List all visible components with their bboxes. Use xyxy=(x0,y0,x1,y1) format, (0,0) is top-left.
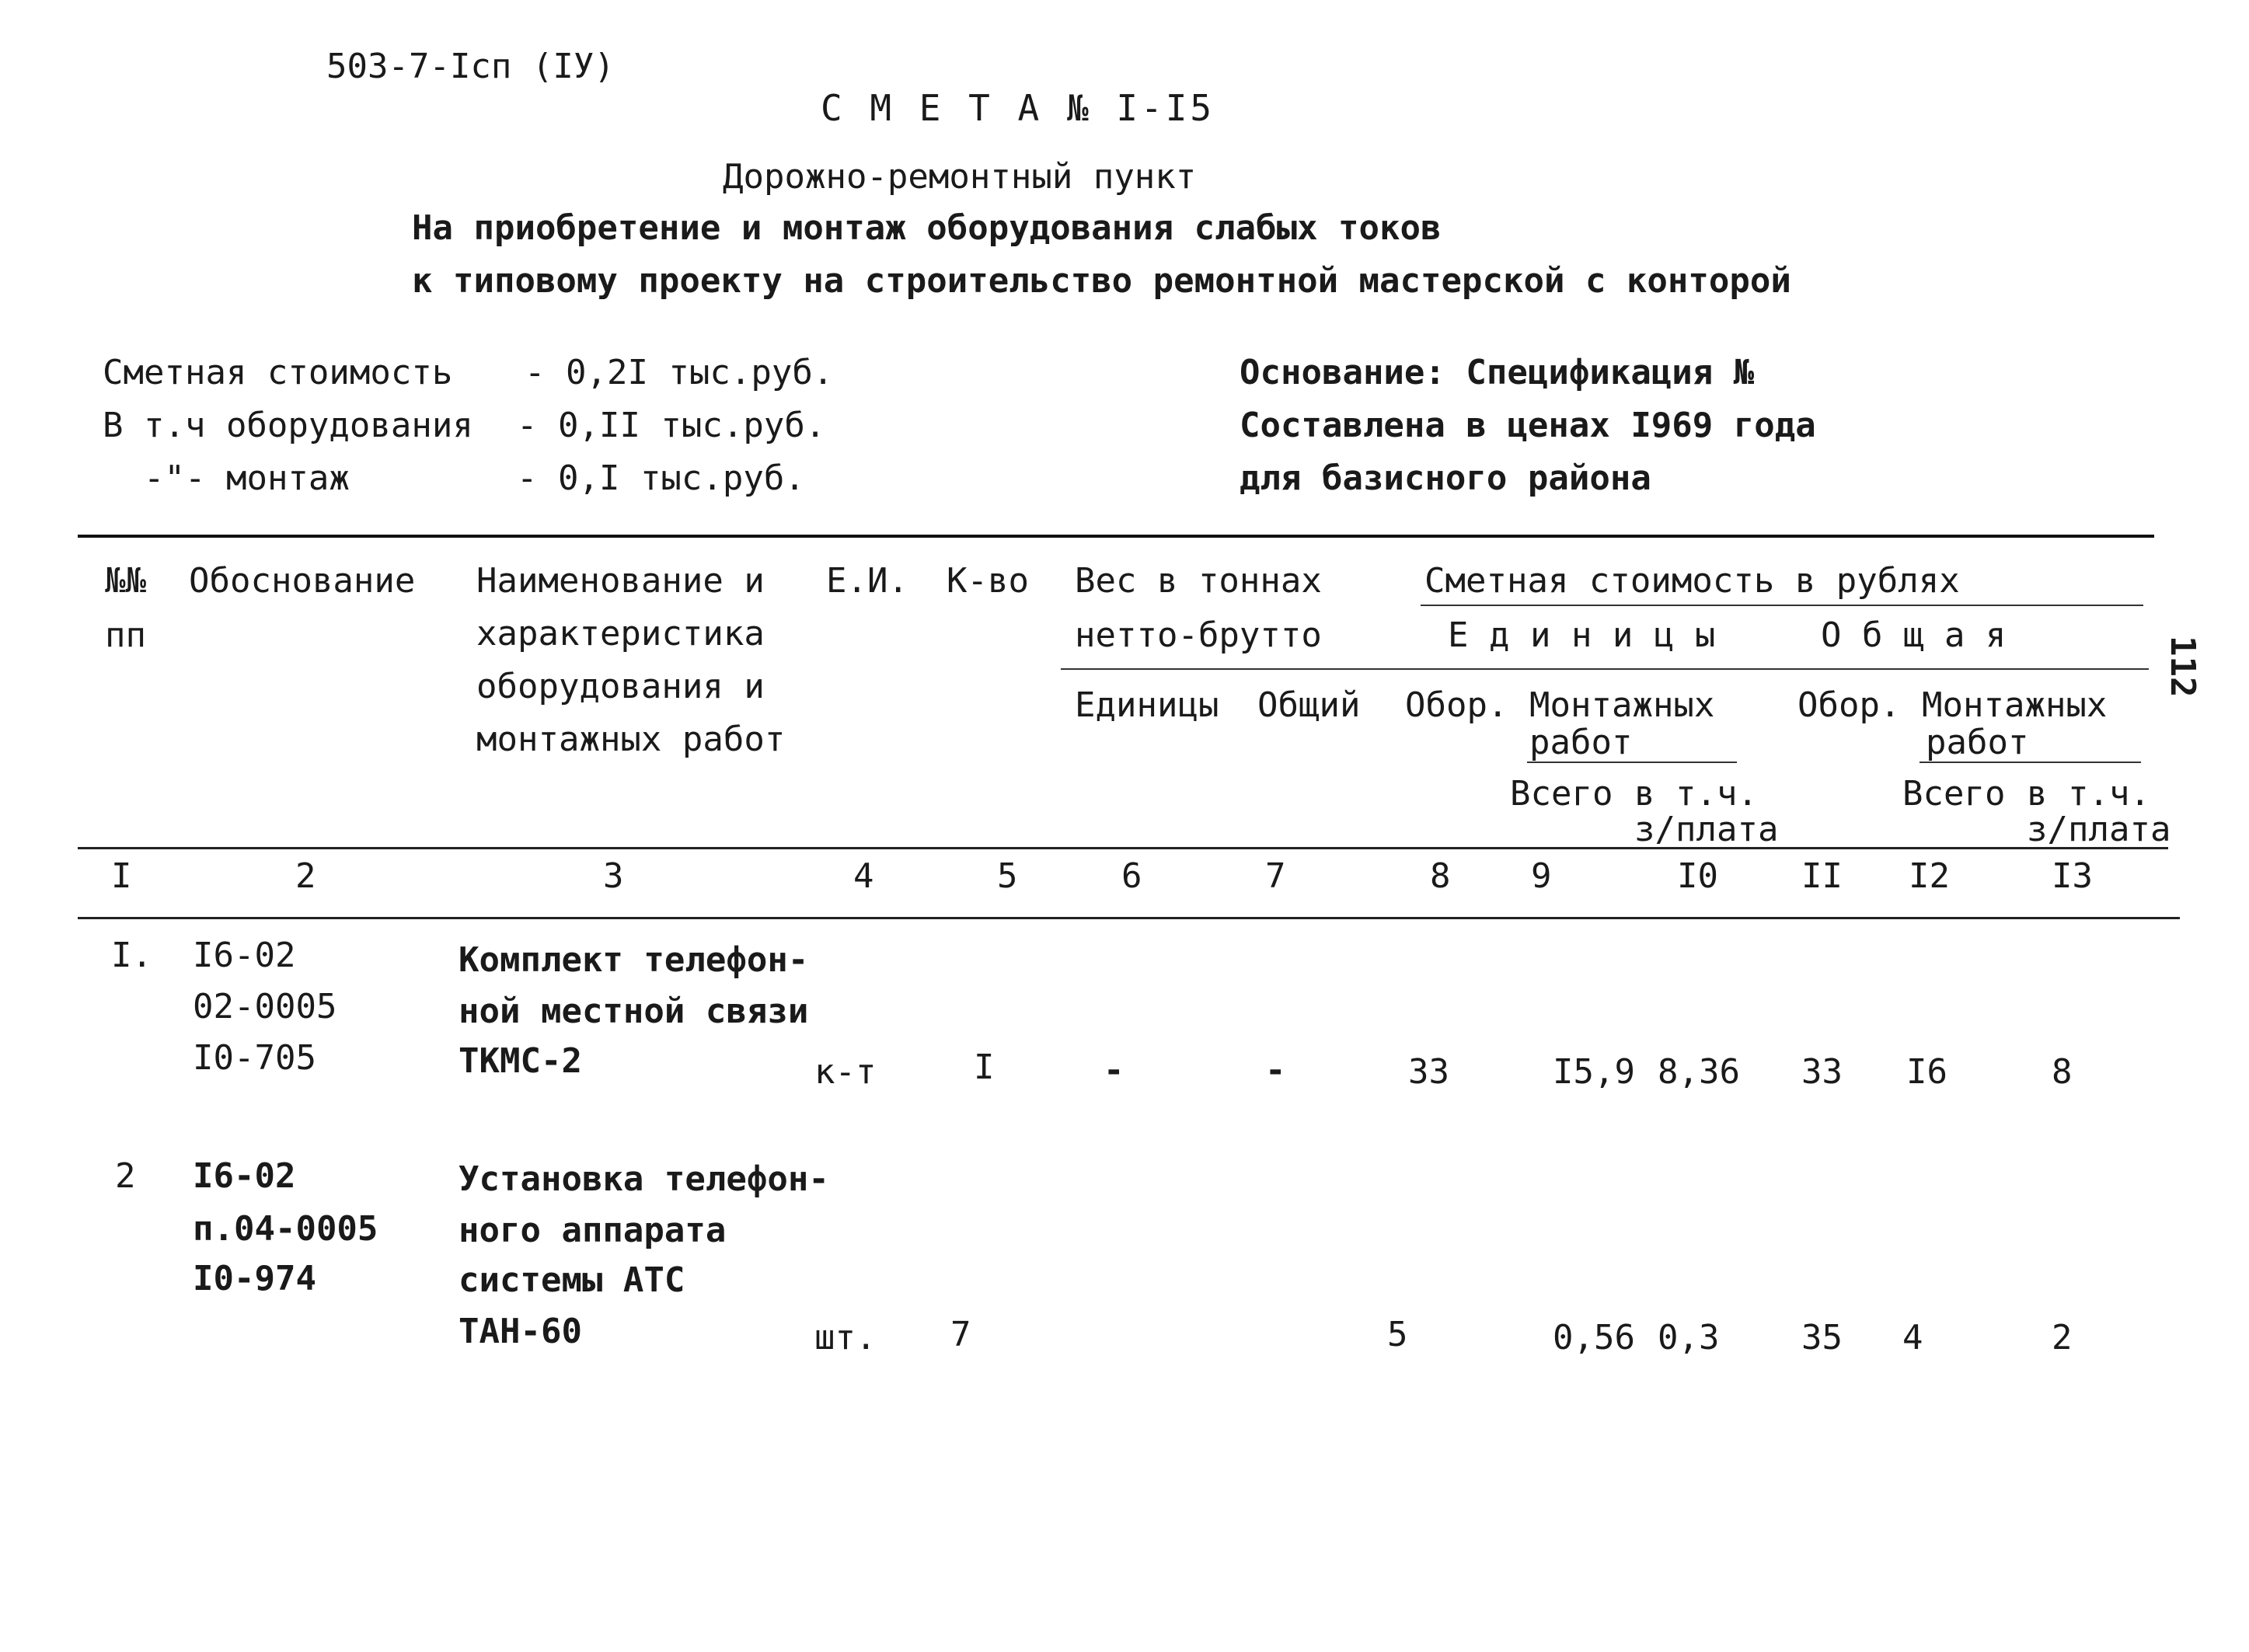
header-estimated-cost: Сметная стоимость в рублях xyxy=(1424,561,1960,601)
row-basis-line: I6-02 xyxy=(193,936,296,975)
column-number: 9 xyxy=(1531,856,1552,896)
row-number: 2 xyxy=(115,1156,136,1196)
column-number: 7 xyxy=(1265,856,1286,896)
row-name-line: Установка телефон- xyxy=(459,1159,829,1199)
column-numbers-bottom-rule xyxy=(78,917,2180,919)
header-equipment-2: Обор. xyxy=(1797,685,1901,725)
row-name-line: ТКМС-2 xyxy=(459,1041,582,1081)
cost-total-value: - 0,2I тыс.руб. xyxy=(525,353,834,392)
row-wage-total: 2 xyxy=(2052,1318,2073,1357)
row-name-line: ного аппарата xyxy=(459,1211,727,1250)
table-top-rule xyxy=(78,535,2154,538)
header-works-2: работ xyxy=(1926,723,2029,762)
header-name-4: монтажных работ xyxy=(476,720,786,759)
column-number: 4 xyxy=(853,856,874,896)
header-wage-1: з/плата xyxy=(1634,810,1779,849)
column-number: 3 xyxy=(603,856,624,896)
row-quantity: 7 xyxy=(950,1315,971,1354)
cost-total-label: Сметная стоимость xyxy=(103,353,453,392)
row-equipment-unit: 33 xyxy=(1408,1052,1449,1092)
row-unit: шт. xyxy=(814,1318,877,1357)
column-numbers-top-rule xyxy=(78,847,2168,849)
document-code: 503-7-Iсп (IУ) xyxy=(326,47,615,86)
header-name-1: Наименование и xyxy=(476,561,765,601)
row-basis-line: I0-974 xyxy=(193,1259,316,1298)
header-works-1: работ xyxy=(1529,723,1633,762)
document-title: С М Е Т А № I-I5 xyxy=(821,87,1215,129)
column-number: 2 xyxy=(295,856,316,896)
row-mounting-total: 4 xyxy=(1902,1318,1923,1357)
row-mounting-wage: 0,3 xyxy=(1658,1318,1720,1357)
row-basis-line: п.04-0005 xyxy=(193,1209,378,1249)
row-name-line: системы АТС xyxy=(459,1260,685,1300)
header-incl-1: в т.ч. xyxy=(1634,774,1758,814)
header-mounting-1: Монтажных xyxy=(1529,685,1715,725)
column-number: 8 xyxy=(1430,856,1451,896)
row-mounting-all: I5,9 xyxy=(1553,1052,1635,1092)
cost-header-rule xyxy=(1421,605,2143,606)
header-weight-total: Общий xyxy=(1257,685,1361,725)
row-name-line: ной местной связи xyxy=(459,992,809,1031)
row-basis-line: 02-0005 xyxy=(193,987,337,1026)
row-weight-total: - xyxy=(1265,1051,1286,1090)
basis-line-3: для базисного района xyxy=(1240,458,1651,498)
column-number: 5 xyxy=(997,856,1018,896)
header-mounting-2: Монтажных xyxy=(1922,685,2108,725)
row-unit: к-т xyxy=(814,1052,877,1092)
row-name-line: ТАН-60 xyxy=(459,1312,582,1351)
purpose-line-1: На приобретение и монтаж оборудования слабых токов xyxy=(412,208,1442,248)
header-netto-brutto: нетто-брутто xyxy=(1075,615,1322,655)
header-all-2: Всего xyxy=(1902,774,2006,814)
row-mounting-all: 0,56 xyxy=(1553,1318,1635,1357)
column-number: I3 xyxy=(2052,856,2093,896)
column-number: I xyxy=(111,856,132,896)
row-mounting-total: I6 xyxy=(1906,1052,1947,1092)
row-basis-line: I0-705 xyxy=(193,1038,316,1078)
cost-equip-label: В т.ч оборудования xyxy=(103,406,473,445)
column-number: II xyxy=(1801,856,1843,896)
header-weight: Вес в тоннах xyxy=(1075,561,1322,601)
header-unit: Е.И. xyxy=(826,561,908,601)
row-equipment-total: 33 xyxy=(1801,1052,1843,1092)
column-number: I0 xyxy=(1677,856,1718,896)
header-wage-2: з/плата xyxy=(2027,810,2171,849)
row-equipment-unit: 5 xyxy=(1387,1315,1408,1354)
header-name-2: характеристика xyxy=(476,614,765,653)
row-number: I. xyxy=(111,936,152,975)
row-wage-total: 8 xyxy=(2052,1052,2073,1092)
row-basis-line: I6-02 xyxy=(193,1156,296,1196)
row-mounting-wage: 8,36 xyxy=(1658,1052,1740,1092)
header-quantity: К-во xyxy=(947,561,1029,601)
basis-line-2: Составлена в ценах I969 года xyxy=(1240,406,1816,445)
header-all-1: Всего xyxy=(1510,774,1613,814)
header-unit-cost: Е д и н и ц ы xyxy=(1448,615,1716,655)
header-number-pp: пп xyxy=(105,615,146,655)
header-weight-unit: Единицы xyxy=(1075,685,1219,725)
header-name-3: оборудования и xyxy=(476,667,765,706)
page-number: 112 xyxy=(2163,636,2202,698)
cost-mount-value: - 0,I тыс.руб. xyxy=(517,458,805,498)
row-name-line: Комплект телефон- xyxy=(459,940,809,980)
subheader-rule xyxy=(1061,668,2149,670)
document-subtitle: Дорожно-ремонтный пункт xyxy=(723,157,1197,197)
column-number: I2 xyxy=(1909,856,1950,896)
header-incl-2: в т.ч. xyxy=(2027,774,2150,814)
cost-mount-label: -"- монтаж xyxy=(144,458,350,498)
header-number: №№ xyxy=(105,561,146,601)
column-number: 6 xyxy=(1121,856,1142,896)
header-basis: Обоснование xyxy=(189,561,416,601)
header-total-cost: О б щ а я xyxy=(1821,615,2007,655)
purpose-line-2: к типовому проекту на строительство ремонтной мастерской с конторой xyxy=(412,261,1791,301)
cost-equip-value: - 0,II тыс.руб. xyxy=(517,406,826,445)
row-quantity: I xyxy=(974,1047,995,1087)
header-equipment-1: Обор. xyxy=(1405,685,1508,725)
row-equipment-total: 35 xyxy=(1801,1318,1843,1357)
row-weight-unit: - xyxy=(1104,1051,1124,1090)
basis-line-1: Основание: Спецификация № xyxy=(1240,353,1755,392)
